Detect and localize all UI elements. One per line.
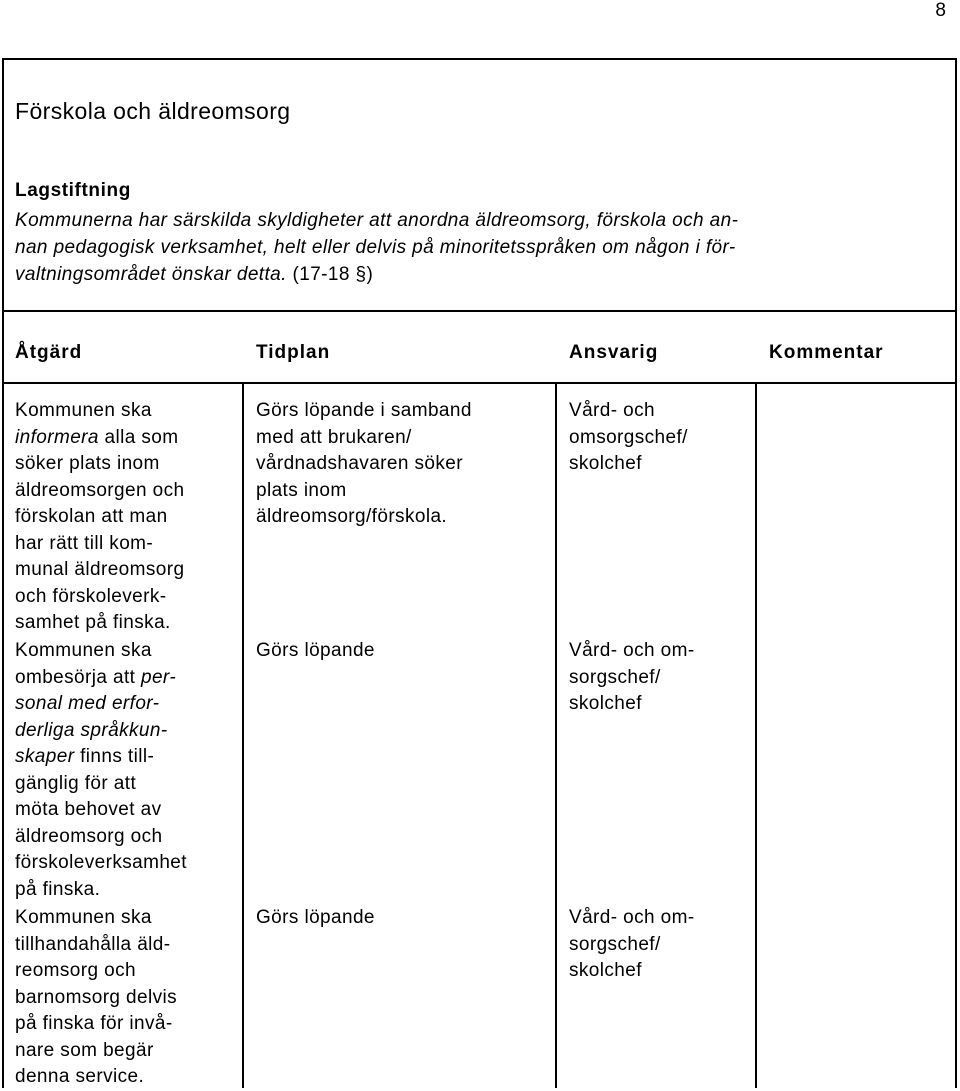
cell-line: Kommunen ska bbox=[15, 640, 152, 661]
cell-line: skolchef bbox=[569, 453, 642, 474]
emphasis-text: per- bbox=[141, 666, 177, 688]
cell-line: ombesörja att per- bbox=[15, 666, 177, 688]
table-row-2-tidplan bbox=[256, 638, 375, 665]
cell-line: nare som begär bbox=[15, 1039, 154, 1061]
table-row-1-atgard bbox=[15, 398, 184, 637]
cell-line: vårdnadshavaren söker bbox=[256, 453, 463, 474]
table-row-3-tidplan bbox=[256, 905, 375, 932]
header-kommentar: Kommentar bbox=[769, 342, 884, 363]
column-divider bbox=[555, 384, 557, 1088]
cell-line: på finska. bbox=[15, 878, 101, 900]
cell-line: på finska för invå- bbox=[15, 1013, 173, 1034]
cell-line: Kommunen ska bbox=[15, 907, 152, 928]
cell-line: äldreomsorg/förskola. bbox=[256, 506, 448, 527]
cell-line: Vård- och bbox=[569, 400, 655, 421]
cell-line: förskoleverksamhet bbox=[15, 852, 187, 873]
cell-line: samhet på finska. bbox=[15, 612, 171, 633]
cell-line: sorgschef/ bbox=[569, 933, 661, 955]
page-number: 8 bbox=[935, 0, 946, 21]
emphasis-text: informera bbox=[15, 426, 99, 448]
table-row-2-ansvarig bbox=[569, 638, 695, 718]
emphasis-text: skaper bbox=[15, 746, 75, 767]
cell-line: Vård- och om- bbox=[569, 907, 695, 928]
table-row-3-ansvarig bbox=[569, 905, 695, 985]
cell-line: skaper finns till- bbox=[15, 746, 155, 767]
table-row-1-tidplan bbox=[256, 398, 472, 531]
table-row-1-ansvarig bbox=[569, 398, 688, 478]
cell-line: barnomsorg delvis bbox=[15, 986, 178, 1008]
cell-line: skolchef bbox=[569, 693, 642, 714]
cell-line: reomsorg och bbox=[15, 960, 136, 981]
cell-line: denna service. bbox=[15, 1066, 145, 1087]
lagstiftning-line-text: valtningsområdet önskar detta. bbox=[15, 264, 287, 285]
table-header-row bbox=[4, 312, 955, 384]
table-row-3-atgard bbox=[15, 905, 177, 1091]
cell-line: äldreomsorgen och bbox=[15, 479, 185, 501]
section-title: Förskola och äldreomsorg bbox=[15, 98, 291, 124]
cell-line: skolchef bbox=[569, 960, 642, 981]
intro-section bbox=[4, 60, 955, 312]
column-divider bbox=[755, 384, 757, 1088]
lagstiftning-line: nan pedagogisk verksamhet, helt eller delvis på minoritetsspråken om någon i för- bbox=[15, 237, 736, 258]
lagstiftning-heading: Lagstiftning bbox=[15, 180, 131, 201]
lagstiftning-line bbox=[15, 261, 945, 288]
cell-line: munal äldreomsorg bbox=[15, 559, 185, 580]
cell-line: Görs löpande bbox=[256, 907, 375, 928]
header-atgard: Åtgärd bbox=[15, 342, 83, 363]
cell-line: sonal med erfor- bbox=[15, 693, 160, 714]
cell-line: med att brukaren/ bbox=[256, 426, 412, 448]
cell-line: äldreomsorg och bbox=[15, 825, 163, 847]
cell-line: Kommunen ska bbox=[15, 400, 152, 421]
legal-reference: (17-18 §) bbox=[292, 264, 374, 285]
cell-line: söker plats inom bbox=[15, 453, 160, 474]
lagstiftning-line: Kommunerna har särskilda skyldigheter att anordna äldreomsorg, förskola och an- bbox=[15, 210, 739, 231]
cell-line: har rätt till kom- bbox=[15, 532, 154, 554]
cell-line: Vård- och om- bbox=[569, 640, 695, 661]
column-divider bbox=[242, 384, 244, 1088]
cell-line: möta behovet av bbox=[15, 799, 162, 820]
cell-line: omsorgschef/ bbox=[569, 426, 688, 448]
header-ansvarig: Ansvarig bbox=[569, 342, 659, 363]
cell-line: sorgschef/ bbox=[569, 666, 661, 688]
cell-line: förskolan att man bbox=[15, 506, 168, 527]
table-row-2-atgard bbox=[15, 638, 187, 903]
cell-line: tillhandahålla äld- bbox=[15, 933, 171, 955]
cell-line: gänglig för att bbox=[15, 772, 137, 794]
cell-line: och förskoleverk- bbox=[15, 585, 167, 607]
cell-line: Görs löpande i samband bbox=[256, 400, 472, 421]
cell-line: plats inom bbox=[256, 479, 347, 501]
document-frame bbox=[2, 58, 957, 1088]
header-tidplan: Tidplan bbox=[256, 342, 331, 363]
cell-line: derliga språkkun- bbox=[15, 719, 168, 741]
cell-line: informera alla som bbox=[15, 426, 179, 448]
lagstiftning-text bbox=[15, 207, 945, 288]
cell-line: Görs löpande bbox=[256, 640, 375, 661]
